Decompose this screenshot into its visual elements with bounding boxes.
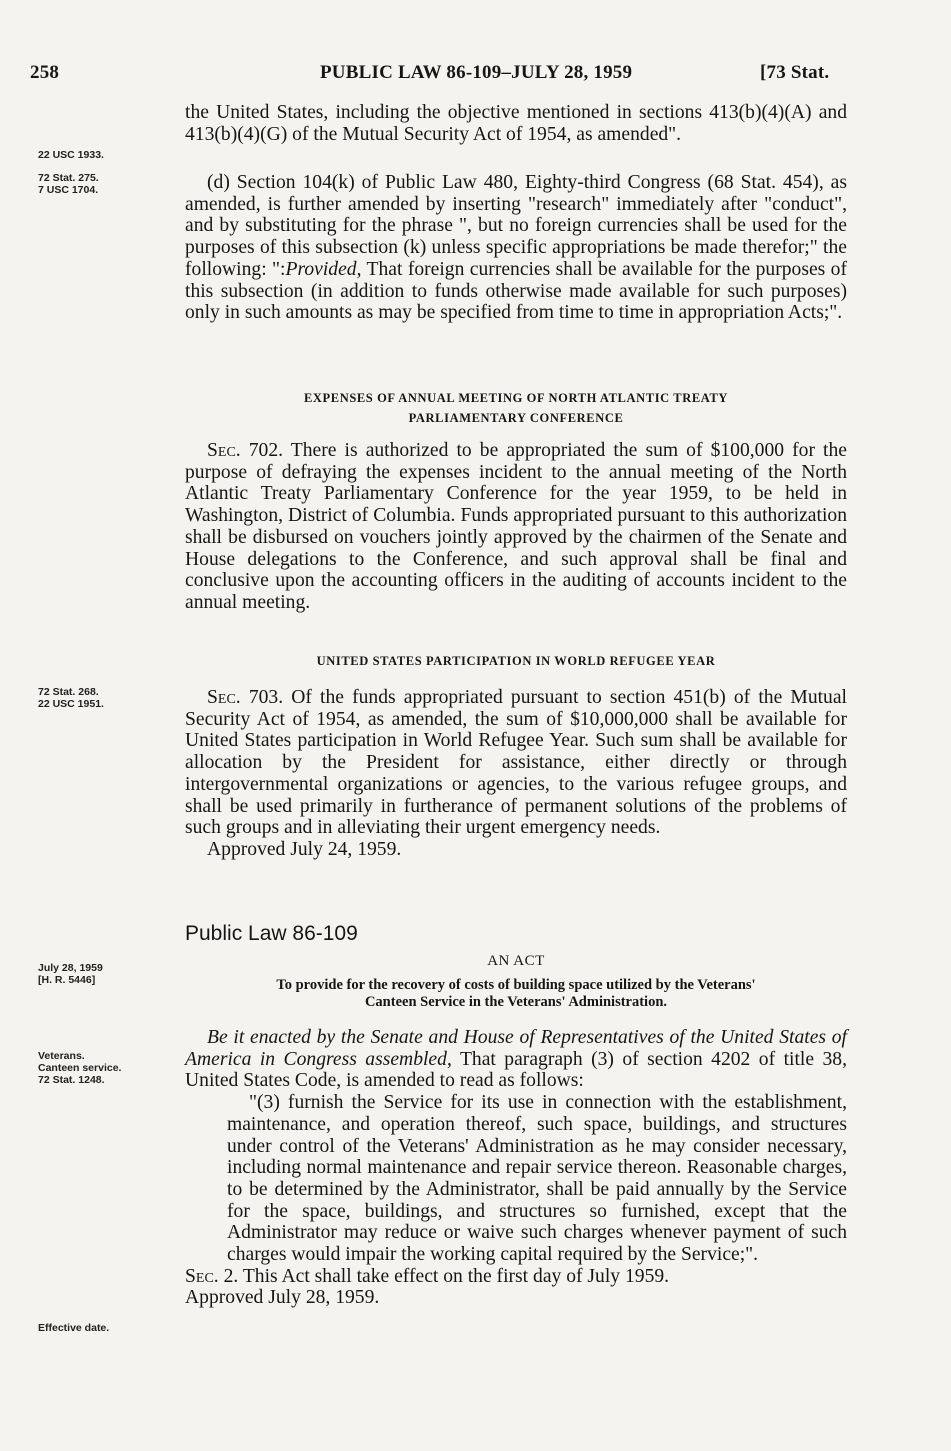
margin-note-usc-1933: 22 USC 1933. — [38, 149, 104, 161]
section-d — [185, 172, 847, 324]
margin-note-date: July 28, 1959 — [38, 962, 103, 974]
section-703 — [185, 687, 847, 861]
heading-refugee: UNITED STATES PARTICIPATION IN WORLD REFUGEE YEAR — [316, 654, 716, 668]
stat-reference: [73 Stat. — [760, 62, 830, 83]
margin-note-stat-268: 72 Stat. 268. — [38, 686, 99, 698]
section-701-end — [185, 102, 847, 145]
paragraph: (d) Section 104(k) of Public Law 480, Eighty-third Congress (68 Stat. 454), as amended, is further amended by inserting "research" immediately after "conduct", and by substituting for the phrase ", but no foreign currencies shall be used for the purposes of this subsection (k) unless specific appropriations be made therefor;" the following: ":Provided, That foreign currencies shall be available for the purposes of this subsection (in addition to funds otherwise made available for such purposes) only in such amounts as may be specified from time to time in appropriation Acts;". — [185, 172, 847, 324]
margin-note-stat-1248: 72 Stat. 1248. — [38, 1074, 105, 1086]
approved-line: Approved July 24, 1959. — [207, 838, 402, 860]
margin-note-usc-1951: 22 USC 1951. — [38, 698, 104, 710]
section-2: Sec. 2. This Act shall take effect on the first day of July 1959. — [185, 1265, 670, 1287]
enacting-clause — [185, 1027, 847, 1309]
an-act-label: AN ACT — [487, 953, 545, 969]
paragraph: Sec. 702. There is authorized to be appropriated the sum of $100,000 for the purpose of defraying the expenses incident to the annual meeting of the North Atlantic Treaty Parliamentary Conference for the year 1959, to be held in Washington, District of Columbia. Funds appropriated pursuant to this authorization shall be disbursed on vouchers jointly approved by the chairmen of the Senate and House delegations to the Conference, and such approval shall be final and conclusive upon the accounting officers in the auditing of accounts incident to the annual meeting. — [185, 440, 847, 613]
margin-note-stat-275: 72 Stat. 275. — [38, 172, 99, 184]
margin-note-canteen: Canteen service. — [38, 1062, 122, 1074]
paragraph: Be it enacted by the Senate and House of Representatives of the United States of America in Congress assembled, That paragraph (3) of section 4202 of title 38, United States Code, is amended to read as follows: — [185, 1027, 847, 1092]
quoted-paragraph: "(3) furnish the Service for its use in connection with the establishment, maintenance, and operation thereof, such space, buildings, and structures under control of the Veterans' Administration as he may consider necessary, including normal maintenance and repair service thereon. Reasonable charges, to be determined by the Administrator, shall be paid annually by the Service for the space, buildings, and structures so furnished, except that the Administrator may reduce or waive such charges whenever payment of such charges would impair the working capital required by the Service;". — [227, 1092, 847, 1266]
paragraph: Sec. 703. Of the funds appropriated pursuant to section 451(b) of the Mutual Security Act of 1954, as amended, the sum of $10,000,000 shall be available for United States participation in World Refugee Year. Such sum shall be available for allocation by the President for assistance, either directly or through intergovernmental organizations or agencies, to the various refugee groups, and shall be used primarily in furtherance of permanent solutions of the problems of such groups and in alleviating their urgent emergency needs. — [185, 687, 847, 839]
running-title: PUBLIC LAW 86-109–JULY 28, 1959 — [320, 62, 633, 83]
margin-note-usc-1704: 7 USC 1704. — [38, 184, 99, 196]
approved-line: Approved July 28, 1959. — [185, 1287, 380, 1309]
section-702 — [185, 440, 847, 614]
public-law-title: Public Law 86-109 — [185, 922, 358, 945]
page-number: 258 — [30, 62, 60, 83]
margin-note-effective-date: Effective date. — [38, 1322, 110, 1334]
heading-expenses: EXPENSES OF ANNUAL MEETING OF NORTH ATLANTIC TREATY PARLIAMENTARY CONFERENCE — [303, 391, 729, 425]
paragraph: the United States, including the objective mentioned in sections 413(b)(4)(A) and 413(b)(4)(G) of the Mutual Security Act of 1954, as amended". — [185, 102, 847, 145]
margin-note-veterans: Veterans. — [38, 1050, 85, 1062]
margin-note-hr: [H. R. 5446] — [38, 974, 96, 986]
act-purpose: To provide for the recovery of costs of building space utilized by the Veterans' Canteen Service in the Veterans' Administration. — [276, 977, 756, 1010]
